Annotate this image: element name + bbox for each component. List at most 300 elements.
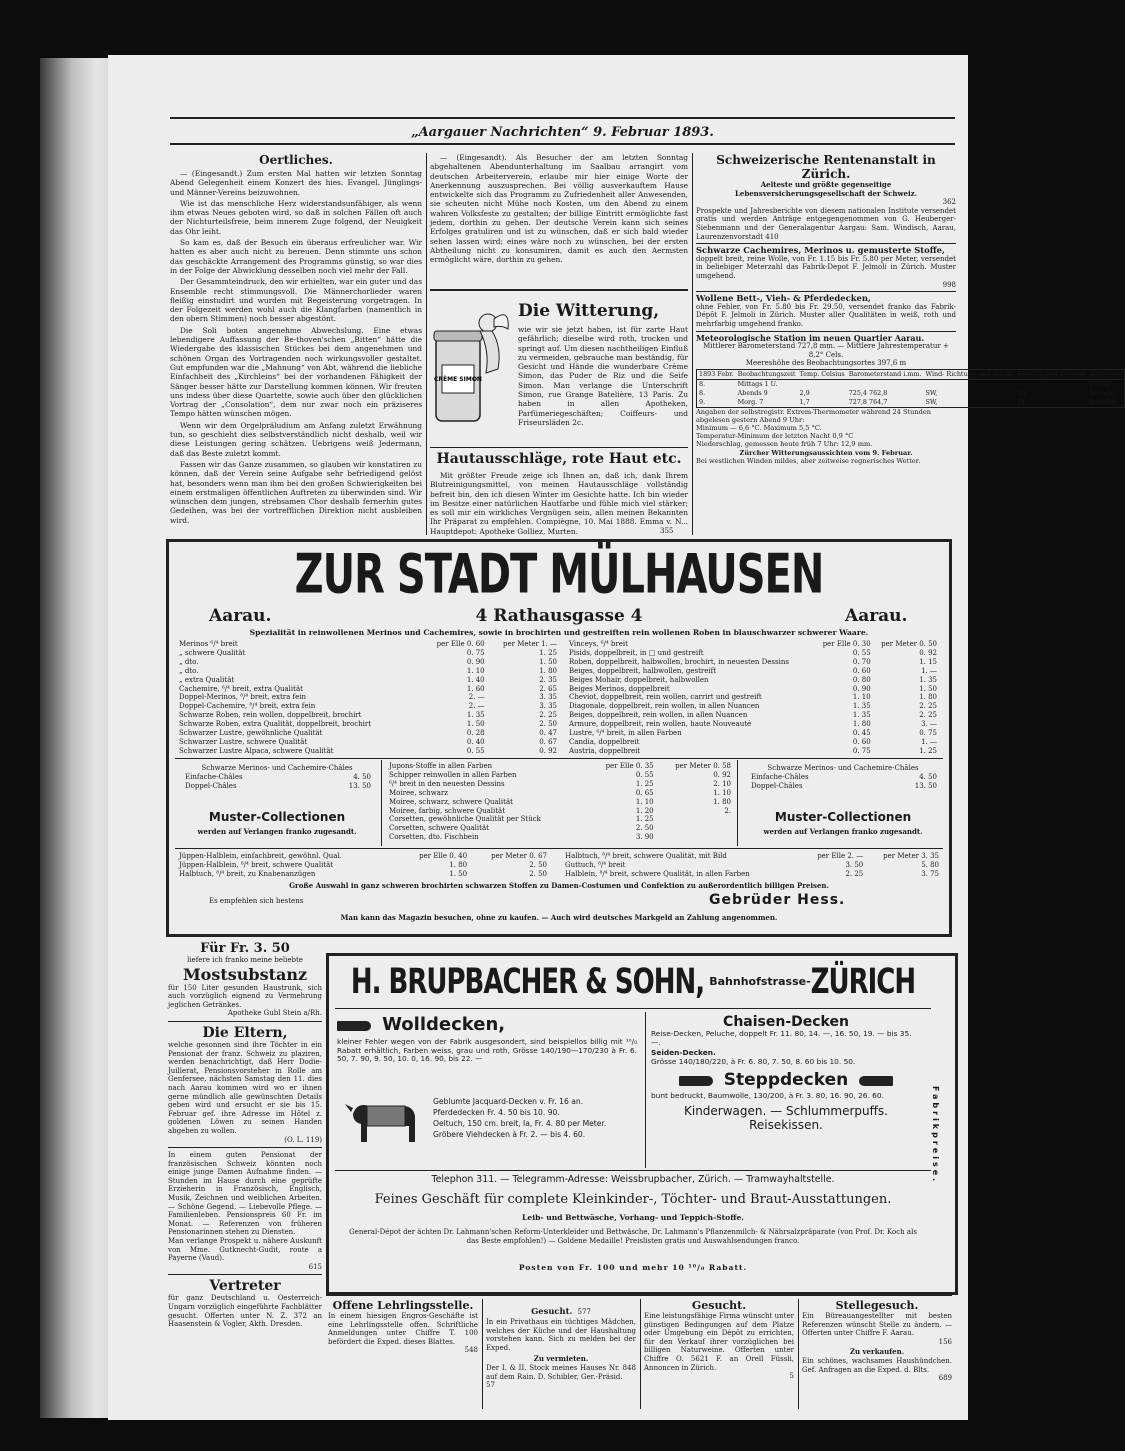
brupbacher-feines: Feines Geschäft für complete Kleinkinder-, Töchter- und Braut-Ausstattungen. bbox=[374, 1192, 892, 1207]
hess-cell: Candia, doppelbreit bbox=[569, 737, 640, 746]
hess-price: per Elle 0. 40 bbox=[419, 852, 468, 860]
hess-cell: Lustre, ⁶/⁴ breit, in allen Farben bbox=[569, 729, 682, 738]
hess-price: 0. 50 bbox=[919, 640, 937, 648]
hess-row bbox=[177, 729, 559, 738]
mostsubstanz-signature: Apotheke Gubl Stein a/Rh. bbox=[227, 1009, 322, 1018]
brupbacher-item: Oeltuch, 150 cm. breit, Ia, Fr. 4. 80 per Meter. bbox=[433, 1119, 607, 1128]
hess-cell: Moiree, farbig, schwere Qualität bbox=[389, 806, 506, 815]
hess-price bbox=[656, 815, 733, 824]
decken-text: ohne Fehler, von Fr. 5.80 bis Fr. 29.50, versendet franko das Fabrik-Dépôt F. Jelmoli in Zürich. Muster aller Qualitäten in weiß, roth und mehrfarbig umgehend franko. bbox=[696, 302, 956, 328]
muster-subtitle: werden auf Verlangen franko zugesandt. bbox=[197, 827, 357, 836]
hess-cell: Beiges, doppelbreit, halbwollen, gestreift bbox=[569, 666, 717, 675]
hess-price: 3. — bbox=[921, 720, 937, 729]
hess-price: 0. 80 bbox=[852, 675, 871, 684]
hess-grosse-auswahl: Große Auswahl in ganz schweren brochirten schwarzen Stoffen zu Damen-Costumen und Confektion zu außerordentlich billigen Preisen. bbox=[289, 881, 829, 890]
hess-price: 0. 60 bbox=[852, 666, 871, 675]
ad-number: 615 bbox=[308, 1262, 322, 1271]
chales-price: 13. 50 bbox=[348, 781, 371, 790]
hess-col-head: per Meter bbox=[503, 640, 539, 648]
weather-table bbox=[696, 369, 1125, 408]
column-right bbox=[696, 153, 1123, 465]
weather-row bbox=[697, 379, 1125, 388]
hess-price: 1. 10 bbox=[635, 797, 654, 806]
hess-price: per Meter 3. 35 bbox=[883, 852, 939, 860]
hess-col-head: per Elle bbox=[436, 640, 465, 648]
hess-row bbox=[567, 720, 939, 729]
wolldecken-block bbox=[337, 1014, 637, 1064]
hess-price: 0. 40 bbox=[466, 737, 485, 746]
hess-price: 2. 50 bbox=[635, 824, 654, 833]
hess-row bbox=[177, 702, 559, 711]
hess-price: 0. 47 bbox=[539, 729, 557, 738]
hess-price: 1. 50 bbox=[466, 720, 485, 729]
hess-cell: Jüppen-Halblein, ⁸/⁴ breit, schwere Qualität bbox=[179, 860, 334, 869]
classified-head bbox=[486, 1299, 636, 1318]
hess-price: 3. 50 bbox=[845, 860, 864, 869]
hess-cell: Schwarzer Lustre, gewöhnliche Qualität bbox=[179, 729, 323, 738]
mostsubstanz-text2: für 150 Liter gesunden Haustrunk, sich auch vorzüglich eignend zu Vermehrung jeglichen Getränkes. bbox=[168, 983, 322, 1009]
classified-text: Ein Büreauangestellter mit besten Referenzen wünscht Stelle zu ändern. — Offerten unter Chiffre F. Aarau. bbox=[802, 1312, 952, 1338]
seiden-text: Grösse 140/180/220, à Fr. 6. 80, 7. 50, 8. 60 bis 10. 50. bbox=[651, 1056, 856, 1066]
ad-number: 57 bbox=[486, 1381, 495, 1390]
chaisen-title: Chaisen-Decken bbox=[723, 1014, 849, 1030]
weather-cell: 2,9 bbox=[799, 388, 810, 397]
hess-price: per Meter 0. 67 bbox=[491, 852, 547, 860]
hess-price: 1. — bbox=[921, 666, 937, 675]
ad-number: 156 bbox=[938, 1337, 952, 1346]
left-small-column bbox=[168, 941, 322, 1329]
hess-price: 0. 90 bbox=[852, 684, 871, 693]
hess-price: 2. 25 bbox=[919, 711, 937, 720]
hess-price: 2. 65 bbox=[539, 684, 557, 693]
hess-middle-table bbox=[387, 762, 733, 842]
brupbacher-name: H. BRUPBACHER & SOHN, bbox=[350, 962, 705, 1003]
cherub-jar-illustration bbox=[430, 303, 510, 431]
hess-price: 2. — bbox=[468, 702, 485, 711]
hess-price: 2. 50 bbox=[539, 720, 557, 729]
hess-price: 0. 28 bbox=[466, 729, 485, 738]
classified-title: Offene Lehrlingsstelle. bbox=[332, 1299, 474, 1312]
weather-title: Meteorologische Station im neuen Quartier Aarau. bbox=[696, 332, 925, 343]
hess-cell: Moiree, schwarz bbox=[389, 788, 448, 797]
hess-row bbox=[387, 824, 733, 833]
weather-footer-line: Temperatur-Minimum der letzten Nacht 0,9 °C bbox=[696, 432, 854, 441]
hess-price bbox=[656, 833, 733, 842]
hess-cell bbox=[422, 640, 487, 649]
hess-price: 1. 10 bbox=[466, 666, 485, 675]
muster-title: Muster-Collectionen bbox=[774, 810, 912, 824]
classified-title: Gesucht. bbox=[691, 1299, 747, 1312]
ad-rule bbox=[696, 291, 956, 292]
hess-price: 1. 50 bbox=[449, 869, 468, 878]
hess-cell: Moiree, schwarz, schwere Qualität bbox=[389, 797, 513, 806]
hess-row bbox=[177, 870, 549, 879]
hess-title: ZUR STADT MÜLHAUSEN bbox=[294, 544, 824, 607]
brupbacher-heading bbox=[329, 962, 937, 1003]
hess-cell: Merinos ⁶/⁴ breit bbox=[179, 640, 238, 648]
horse-blanket-icon bbox=[343, 1096, 423, 1156]
hess-row bbox=[177, 693, 559, 702]
weather-cell bbox=[847, 379, 924, 388]
brupbacher-rule bbox=[335, 1170, 931, 1171]
chaisen-text: Reise-Decken, Peluche, doppelt Fr. 11. 80, 14. —, 16. 50, 19. — bis 35. —. bbox=[651, 1029, 912, 1047]
ad-rule bbox=[168, 1274, 322, 1275]
hess-cell: Cheviot, doppelbreit, rein wollen, carrirt und gestreift bbox=[569, 693, 762, 702]
chales-title: Schwarze Merinos- und Cachemire-Châles bbox=[201, 764, 353, 772]
witterung-ad bbox=[430, 295, 688, 445]
weather-footer-line: Bei westlichen Winden mildes, aber zeitweise regnerisches Wetter. bbox=[696, 456, 921, 465]
weather-cell: SW, bbox=[925, 397, 938, 406]
hess-price: 1. 35 bbox=[852, 702, 871, 711]
weather-row bbox=[697, 398, 1125, 407]
weather-header: Beobachtungszeit bbox=[737, 369, 796, 378]
hess-price: 2. bbox=[724, 806, 731, 815]
hess-price: 0. 45 bbox=[852, 729, 871, 738]
hess-row bbox=[177, 861, 549, 870]
chales-cell: Einfache-Châles bbox=[751, 772, 809, 781]
hess-price: 0. 60 bbox=[466, 640, 485, 648]
hess-price: 0. 90 bbox=[466, 657, 485, 666]
weather-header: Temp. Celsius bbox=[799, 369, 845, 378]
brupbacher-leib: Leib- und Bettwäsche, Vorhang- und Teppich-Stoffe. bbox=[522, 1213, 744, 1222]
hess-cell: Halbtuch, ⁸/⁴ breit, zu Knabenanzügen bbox=[179, 869, 316, 878]
hess-row bbox=[567, 747, 939, 756]
hess-price: 1. 20 bbox=[635, 806, 654, 815]
eingesandt-paragraph: — (Eingesandt). Als Besucher der am letzten Sonntag abgehaltenen Abendunterhaltung im Saalbau arrangirt vom deutschen Arbeiterverein, erlaube mir hier einige Worte der Anerkennung auszusprechen. Bei völlig ausverkauftem Hause entwickelte sich das Programm zu Zufriedenheit aller Anwesenden, sie scheuten nicht Mühe noch Kosten, um den Abend zu einem wahren Volksfeste zu gestalten; der billige Eintritt ermöglichte fast jedem, dorthin zu gehen. Der deutsche Verein kann sich seines Erfolges gratuliren und ist zu wünschen, daß er sich bald wieder sehen lassen wird; eines wäre noch zu wünschen, bei der ersten Abtheilung nicht zu konsumiren, damit es auch den Aermsten ermöglicht wäre, dorthin zu gehen. bbox=[430, 153, 688, 265]
hess-price: 1. — bbox=[921, 737, 937, 746]
hess-cell: Schipper reinwollen in allen Farben bbox=[389, 770, 517, 779]
hess-price: 1. 10 bbox=[713, 788, 731, 797]
hess-row bbox=[567, 693, 939, 702]
hess-price: 2. 10 bbox=[713, 779, 731, 788]
weather-line: Mittlerer Barometerstand 727,8 mm. — Mittlere Jahrestemperatur + 8,2° Cels. bbox=[703, 342, 949, 359]
weather-cell bbox=[798, 379, 847, 388]
weather-header: Feuchtigkeit Prozent bbox=[1017, 369, 1086, 378]
hess-cell: Schwarzer Lustre Alpaca, schwere Qualität bbox=[179, 746, 334, 755]
chales-cell: Doppel-Châles bbox=[751, 781, 803, 790]
ad-number: 689 bbox=[938, 1374, 952, 1383]
brupbacher-items bbox=[433, 1096, 643, 1140]
chales-row bbox=[183, 773, 373, 782]
hess-row bbox=[567, 685, 939, 694]
classified-text: In einem hiesigen Engros-Geschäfte ist eine Lehrlingsstelle offen. Schriftliche Anmeldungen unter Chiffre T. 100 befördert die Exped. dieses Blattes. bbox=[328, 1312, 478, 1346]
hess-left-table bbox=[177, 640, 559, 756]
fabrikpreise-side: Fabrikpreise. bbox=[931, 1086, 940, 1185]
hess-price: 1. 50 bbox=[919, 684, 937, 693]
hess-right-table bbox=[567, 640, 939, 756]
hess-cell: Beiges Merinos, doppelbreit bbox=[569, 684, 670, 693]
hess-row bbox=[567, 711, 939, 720]
local-news-paragraph: Wenn wir dem Orgelpräludium am Anfang zuletzt Erwähnung tun, so geschieht dies selbstverständlich nicht deshalb, weil wir diese Leistungen gering schätzen. Uebrigens weiß Jedermann, daß das Beste zuletzt kommt. bbox=[170, 420, 422, 458]
weather-cell: 95 bbox=[1017, 388, 1026, 397]
column-divider bbox=[426, 153, 427, 535]
hess-divider bbox=[175, 758, 943, 759]
chales-row bbox=[749, 773, 939, 782]
hess-price: 1. 35 bbox=[466, 711, 485, 720]
brupbacher-street: Bahnhofstrasse- bbox=[709, 975, 811, 988]
page-header: „Aargauer Nachrichten“ 9. Februar 1893. bbox=[411, 125, 714, 140]
hess-price: 0. 67 bbox=[539, 737, 557, 746]
hess-price: per Elle 2. — bbox=[817, 852, 864, 860]
chales-price: 4. 50 bbox=[353, 772, 371, 781]
hess-price: 1. 60 bbox=[466, 684, 485, 693]
weather-cell bbox=[1016, 379, 1088, 388]
ad-number: (O. L. 119) bbox=[284, 1135, 322, 1144]
mostsubstanz-title: Mostsubstanz bbox=[182, 964, 308, 984]
weather-row bbox=[697, 389, 1125, 398]
ad-number: 5 bbox=[789, 1372, 794, 1381]
hess-price: 1. — bbox=[541, 640, 557, 648]
hess-price: 2. 50 bbox=[529, 869, 547, 878]
ad-number: 548 bbox=[464, 1346, 478, 1355]
hess-subtitle: Spezialität in reinwollenen Merinos und Cachemires, sowie in brochirten und gestreiften rein wollenen Roben in blauschwarzer schwerer Waare. bbox=[249, 628, 869, 637]
hess-row bbox=[177, 667, 559, 676]
weather-header-row bbox=[697, 369, 1125, 379]
hess-price: 0. 55 bbox=[466, 746, 485, 755]
wolldecken-title: Wolldecken, bbox=[382, 1014, 506, 1035]
ad-number: 362 bbox=[942, 198, 956, 207]
hess-row bbox=[567, 649, 939, 658]
hess-price: 1. 80 bbox=[919, 693, 937, 702]
hess-price: 1. 35 bbox=[919, 675, 937, 684]
ad-rule bbox=[168, 1147, 322, 1148]
local-news-paragraph: Fassen wir das Ganze zusammen, so glauben wir konstatiren zu können, daß der Verein seine Aufgabe sehr befriedigend gelöst hat, besonders wenn man ihm bei den großen Schwierigkeiten bei einem erstmaligen öffentlichen Auftreten zu überwinden sind. Wir wünschen dem jungen, strebsamen Chor deshalb fernerhin gutes Gedeihen, was bei der vortrefflichen Direktion nicht ausbleiben wird. bbox=[170, 459, 422, 525]
weather-cell: 1,7 bbox=[799, 397, 810, 406]
hess-chales-left bbox=[177, 764, 377, 836]
ad-rule bbox=[168, 1021, 322, 1022]
brupbacher-item: Gröbere Viehdecken à Fr. 2. — bis 4. 60. bbox=[433, 1130, 586, 1139]
hess-row bbox=[177, 852, 549, 861]
column-divider bbox=[692, 153, 693, 535]
eingesandt-text bbox=[430, 153, 688, 273]
cachemires-text: doppelt breit, reine Wolle, von Fr. 1.15 bis Fr. 5.80 per Meter, versendet in beliebiger Meterzahl das Fabrik-Depot F. Jelmoli in Zürich. Muster umgehend. bbox=[696, 254, 956, 280]
hess-price: 1. 15 bbox=[919, 657, 937, 666]
hess-price: 1. 35 bbox=[852, 711, 871, 720]
weather-cell bbox=[923, 379, 1015, 388]
hess-price: 2. 25 bbox=[539, 711, 557, 720]
hess-cell: Armure, doppelbreit, rein wollen, haute Nouveauté bbox=[569, 720, 752, 729]
hess-cell bbox=[487, 640, 559, 649]
hess-row bbox=[177, 676, 559, 685]
column-divider bbox=[798, 1299, 799, 1409]
hess-cell: „ dto. bbox=[179, 666, 199, 675]
pointing-hand-icon bbox=[859, 1076, 893, 1086]
chales-price: 4. 50 bbox=[919, 772, 937, 781]
hess-left-town: Aarau. bbox=[209, 606, 272, 626]
classified-title: Gesucht. bbox=[531, 1306, 573, 1316]
local-news-title: Oertliches. bbox=[259, 153, 333, 167]
hess-row bbox=[177, 711, 559, 720]
seiden-title: Seiden-Decken. bbox=[651, 1048, 716, 1058]
hess-cell: Corsetten, dto. Fischbein bbox=[389, 833, 479, 842]
weather-cell: 9. bbox=[699, 397, 706, 406]
mostsubstanz-text: liefere ich franko meine beliebte bbox=[187, 956, 303, 964]
vertreter-text: für ganz Deutschland u. Oesterreich-Ungarn vorzüglich eingeführte Fachblätter gesucht. Offerten unter N. Z. 372 an Haasenstein & Vogler, Akth. Dresden. bbox=[168, 1294, 322, 1329]
header-rule-top bbox=[170, 117, 955, 119]
hess-price: 0. 30 bbox=[852, 640, 871, 648]
hess-row bbox=[387, 815, 733, 824]
eltern-title: Die Eltern, bbox=[202, 1024, 288, 1041]
hess-row bbox=[177, 720, 559, 729]
hess-price: 1. 80 bbox=[852, 720, 871, 729]
hess-price: 1. 25 bbox=[539, 648, 557, 657]
rentenanstalt-text: Prospekte und Jahresberichte von diesem nationalen Institute versendet gratis und werden Anträge entgegengenommen von G. Heuberger-Siebenmann und der Generalagentur Aargau: Sam. Windisch, Aarau, Laurenzenvorstadt 410 bbox=[696, 206, 956, 241]
hess-price: 1. 40 bbox=[466, 675, 485, 684]
hess-row bbox=[567, 702, 939, 711]
witterung-title: Die Witterung, bbox=[518, 301, 660, 321]
local-news-paragraph: So kam es, daß der Besuch ein überaus erfreulicher war. Wir hatten es aber auch nicht zu bereuen. Denn stimmte uns schon das geschäckte Arrangement des Programms günstig, so war dies in der Folge der Abwicklung desselben noch viel mehr der Fall. bbox=[170, 238, 422, 275]
stepp-title: Steppdecken bbox=[723, 1070, 849, 1091]
weather-header: 1893 Febr. bbox=[699, 369, 734, 378]
hess-row bbox=[387, 798, 733, 807]
ad-rule bbox=[696, 243, 956, 244]
hess-price: 2. 25 bbox=[919, 702, 937, 711]
pensionat-text2: Man verlange Prospekt u. nähere Auskunft von Mme. Gutknecht-Gudit, route a Payerne (Vaud). bbox=[168, 1237, 322, 1263]
hess-price: 0. 92 bbox=[539, 746, 557, 755]
hess-cell bbox=[815, 640, 873, 649]
hess-cell: Jupons-Stoffe in allen Farben bbox=[389, 762, 493, 770]
hess-price: 3. 90 bbox=[635, 833, 654, 842]
witterung-text: wie wir sie jetzt haben, ist für zarte Haut gefährlich; dieselbe wird roth, trocken und springt auf. Um diesen nachtheiligen Einfluß zu vermeiden, gebrauche man beständig, für Gesicht und Hände die wunderbare Crème Simon, das Puder de Riz und die Seife Simon. Man verlange die Unterschrift Simon, rue Grange Batelière, 13 Paris. Zu haben in allen Apotheken, Parfümeriegeschäften; Coiffeurs- und Friseursläden 2c. bbox=[518, 325, 688, 427]
hess-chales-right bbox=[743, 764, 943, 836]
hess-cell: Beiges, doppelbreit, rein wollen, in allen Nuancen bbox=[569, 711, 748, 720]
ad-number: 577 bbox=[577, 1308, 591, 1316]
hess-price: 0. 55 bbox=[852, 648, 871, 657]
bottom-rule bbox=[326, 1295, 952, 1296]
hess-row bbox=[567, 640, 939, 649]
local-news-paragraph: Wie ist das menschliche Herz widerstandsunfähiger, als wenn ihm etwas Neues geboten wird, so daß in solchen Fällen oft auch der Nichturteilsfreie, beim innerem Zuge folgend, der Neuigkeit das Ohr leiht. bbox=[170, 198, 422, 236]
hess-row bbox=[177, 658, 559, 667]
ad-number: 998 bbox=[942, 280, 956, 289]
hess-col-head: per Meter bbox=[881, 640, 917, 648]
hess-price: 1. 10 bbox=[852, 693, 871, 702]
hess-empfehlen: Es empfehlen sich bestens bbox=[209, 897, 304, 905]
vertreter-title: Vertreter bbox=[209, 1278, 281, 1295]
hess-row bbox=[177, 738, 559, 747]
ad-rule bbox=[430, 447, 688, 448]
brupbacher-item: Pferdedecken Fr. 4. 50 bis 10. 90. bbox=[433, 1108, 560, 1117]
weather-cell: bewolkt bbox=[1089, 397, 1116, 406]
hess-row bbox=[387, 762, 733, 771]
chales-title: Schwarze Merinos- und Cachemire-Châles bbox=[767, 764, 919, 772]
hess-price: 0. 55 bbox=[635, 770, 654, 779]
hess-row bbox=[177, 640, 559, 649]
header-rule-bottom bbox=[170, 143, 955, 145]
brupbacher-item: Geblumte Jacquard-Decken v. Fr. 16 an. bbox=[433, 1097, 584, 1106]
hess-cell bbox=[873, 640, 939, 649]
hess-row bbox=[563, 852, 941, 861]
brupbacher-city: ZÜRICH bbox=[810, 962, 916, 1003]
pointing-hand-icon bbox=[337, 1021, 371, 1031]
hess-price: 5. 80 bbox=[921, 860, 939, 869]
hess-divider bbox=[737, 760, 738, 846]
hess-cell: Diagonale, doppelbreit, rein wollen, in allen Nuancen bbox=[569, 702, 760, 711]
hess-cell: Doppel-Cachemire, ⁸/⁴ breit, extra fein bbox=[179, 702, 316, 711]
hess-price: 2. 25 bbox=[845, 869, 864, 878]
weather-cell: Morg. 7 bbox=[737, 397, 764, 406]
classified-stellegesuch bbox=[802, 1299, 952, 1383]
weather-cell: 725,4 762,8 bbox=[848, 388, 888, 397]
weather-footer-line: Zürcher Witterungsaussichten vom 9. Februar. bbox=[739, 448, 913, 457]
hess-cell: Halbtuch, ⁸/⁴ breit, schwere Qualität, mit Bild bbox=[565, 852, 727, 860]
hess-cell: „ schwere Qualität bbox=[179, 648, 246, 657]
weather-cell: Mittags 1 U. bbox=[737, 379, 778, 388]
column-divider bbox=[640, 1299, 641, 1409]
brupbacher-general: General-Dépot der ächten Dr. Lahmann'schen Reform-Unterkleider und Bettwäsche, Dr. Lahmann's Pflanzenmilch- & Nährsalzpräparate (von Prof. Dr. Koch als das Beste empfohlen!) — Goldene Medaille! Preislisten gratis und Auswahlsendungen franco. bbox=[349, 1228, 917, 1245]
rentenanstalt-title: Schweizerische Rentenanstalt in Zürich. bbox=[716, 153, 936, 181]
hess-row bbox=[563, 870, 941, 879]
chales-row bbox=[749, 782, 939, 791]
hess-signature: Gebrüder Hess. bbox=[709, 892, 846, 908]
weather-cell: 91 bbox=[1017, 397, 1026, 406]
weather-footer-line: Minimum — 6,6 °C. Maximum 5,5 °C. bbox=[696, 423, 822, 432]
hess-footer: Man kann das Magazin besuchen, ohne zu kaufen. — Auch wird deutsches Markgeld an Zahlung angenommen. bbox=[340, 913, 778, 922]
kinderwagen: Kinderwagen. — Schlummerpuffs. bbox=[684, 1103, 888, 1118]
chales-table bbox=[749, 773, 939, 791]
hess-row bbox=[177, 747, 559, 756]
hess-cell: Doppel-Merinos, ⁸/⁴ breit, extra fein bbox=[179, 693, 306, 702]
reisekissen: Reisekissen. bbox=[749, 1117, 823, 1132]
stepp-row bbox=[651, 1070, 921, 1090]
hess-price: 0. 60 bbox=[852, 737, 871, 746]
classified-text: Eine leistungsfähige Firma wünscht unter günstigen Bedingungen auf dem Platze oder Umgebung ein Dépôt zu errichten, für den Verkauf ihrer vorzüglichen bei billigen Naturweine. Offerten unter Chiffre O. 5621 F. an Orell Füssli, Annoncen in Zürich. bbox=[644, 1312, 794, 1372]
brupbacher-divider bbox=[645, 1012, 646, 1168]
hess-bottom-right-table bbox=[563, 852, 941, 879]
hess-price: 0. 70 bbox=[852, 657, 871, 666]
weather-cell: Abends 9 bbox=[737, 388, 768, 397]
hess-cell: Schwarze Roben, rein wollen, doppelbreit, brochirt bbox=[179, 711, 362, 720]
muster-subtitle: werden auf Verlangen franko zugesandt. bbox=[763, 827, 923, 836]
hess-cell: Schwarzer Lustre, schwere Qualität bbox=[179, 737, 308, 746]
hess-cell: Vinceys, ⁶/⁴ breit bbox=[569, 640, 628, 648]
hess-price bbox=[656, 824, 733, 833]
hess-cell: „ extra Qualität bbox=[179, 675, 235, 684]
hess-cell: Schwarze Roben, extra Qualität, doppelbreit, brochirt bbox=[179, 720, 372, 729]
hess-cell: „ dto. bbox=[179, 657, 199, 666]
column-divider bbox=[482, 1299, 483, 1409]
hess-cell: Roben, doppelbreit, halbwollen, brochirt, in neuesten Dessins bbox=[569, 657, 789, 666]
weather-line: Meereshöhe des Beobachtungsortes 397,6 m bbox=[745, 359, 907, 368]
hess-price: 2. — bbox=[468, 693, 485, 702]
hautausschlaege-text bbox=[430, 471, 688, 537]
hess-col-head: per Elle bbox=[822, 640, 851, 648]
hess-price: 3. 35 bbox=[539, 702, 557, 711]
weather-cell: SW, bbox=[925, 388, 938, 397]
hess-cell: Beiges Mohair, doppelbreit, halbwollen bbox=[569, 675, 709, 684]
brupbacher-ad bbox=[326, 953, 958, 1295]
hess-cell: Corsetten, schwere Qualität bbox=[389, 824, 489, 833]
hess-row bbox=[567, 667, 939, 676]
hess-price: 2. 50 bbox=[529, 860, 547, 869]
ad-rule bbox=[430, 289, 688, 291]
hess-cell: Halblein, ⁸/⁴ breit, schwere Qualität, in allen Farben bbox=[565, 869, 750, 878]
hess-price: 1. 25 bbox=[919, 746, 937, 755]
hess-address: 4 Rathausgasse 4 bbox=[475, 606, 643, 626]
hess-price: 1. 80 bbox=[539, 666, 557, 675]
chales-table bbox=[183, 773, 373, 791]
brupbacher-rule bbox=[335, 1008, 931, 1009]
hess-ad bbox=[166, 539, 952, 937]
hess-cell: ⁶/⁴ breit in den neuesten Dessins bbox=[389, 779, 505, 788]
hess-price: 0. 92 bbox=[713, 770, 731, 779]
ad-number: 355 bbox=[660, 527, 674, 535]
classified-gesucht-1 bbox=[486, 1299, 636, 1390]
weather-footer-line: Angaben der selbstregistr. Extrem-Thermometer während 24 Stunden abgelesen gestern Abend 9 Uhr: bbox=[696, 407, 931, 424]
hess-row bbox=[567, 658, 939, 667]
column-middle bbox=[430, 153, 688, 536]
jar-label: CRÈME SIMON bbox=[434, 376, 482, 383]
hess-price: 3. 35 bbox=[539, 693, 557, 702]
